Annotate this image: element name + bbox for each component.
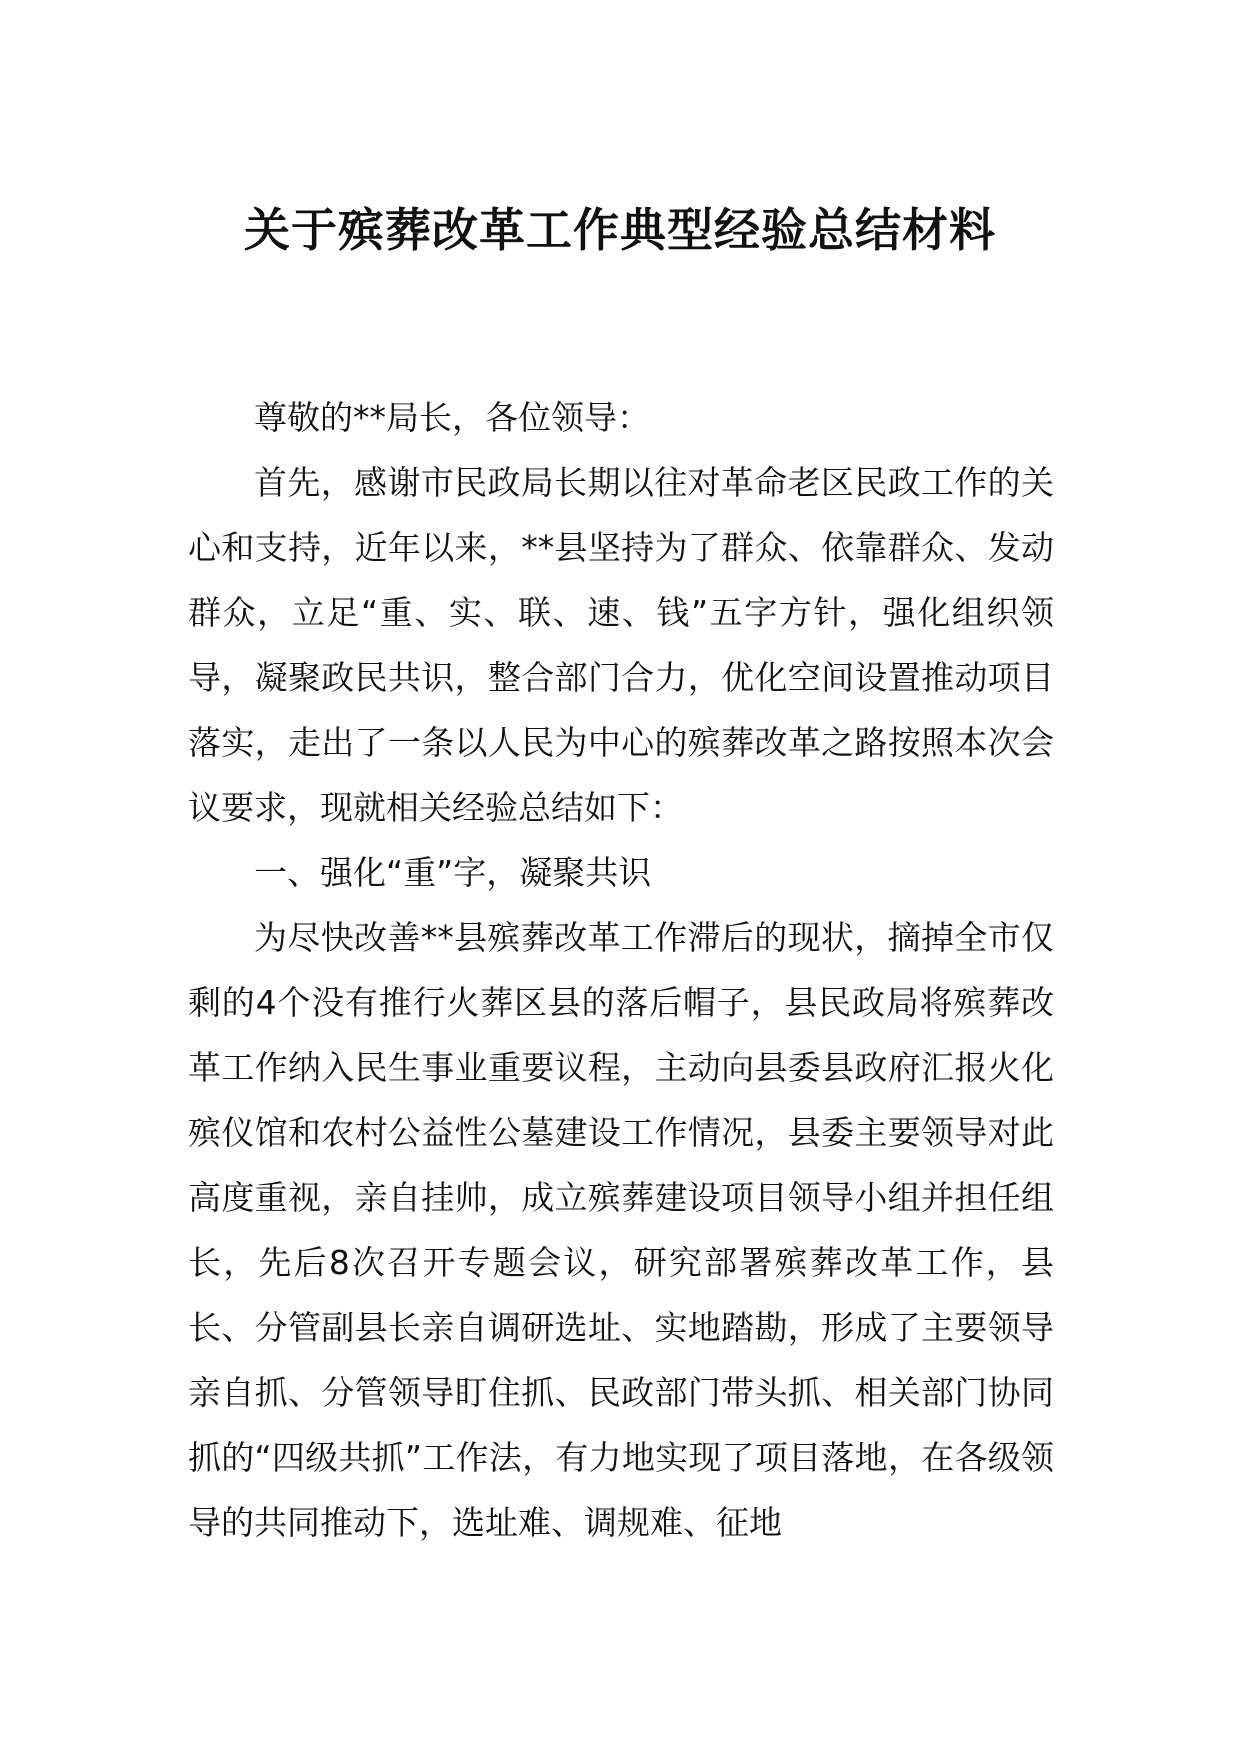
section-paragraph: 为尽快改善**县殡葬改革工作滞后的现状，摘掉全市仅剩的4个没有推行火葬区县的落后帽子，县民政局将殡葬改革工作纳入民生事业重要议程，主动向县委县政府汇报火化殡仪馆和农村公益性公墓建设工作情况，县委主要领导对此高度重视，亲自挂帅，成立殡葬建设项目领导小组并担任组长，先后8次召开专题会议，研究部署殡葬改革工作，县长、分管副县长亲自调研选址、实地踏勘，形成了主要领导亲自抓、分管领导盯住抓、民政部门带头抓、相关部门协同抓的“四级共抓”工作法，有力地实现了项目落地，在各级领导的共同推动下，选址难、调规难、征地: [188, 918, 1054, 1542]
section-heading: 一、强化“重”字，凝聚共识: [254, 853, 652, 892]
salutation-paragraph: 尊敬的**局长，各位领导：: [254, 398, 650, 437]
intro-paragraph: 首先，感谢市民政局长期以往对革命老区民政工作的关心和支持，近年以来，**县坚持为了群众、依靠群众、发动群众，立足“重、实、联、速、钱”五字方针，强化组织领导，凝聚政民共识，整合部门合力，优化空间设置推动项目落实，走出了一条以人民为中心的殡葬改革之路按照本次会议要求，现就相关经验总结如下：: [188, 463, 1054, 827]
document-body: [188, 385, 1054, 1555]
document-title: 关于殡葬改革工作典型经验总结材料: [244, 203, 996, 257]
